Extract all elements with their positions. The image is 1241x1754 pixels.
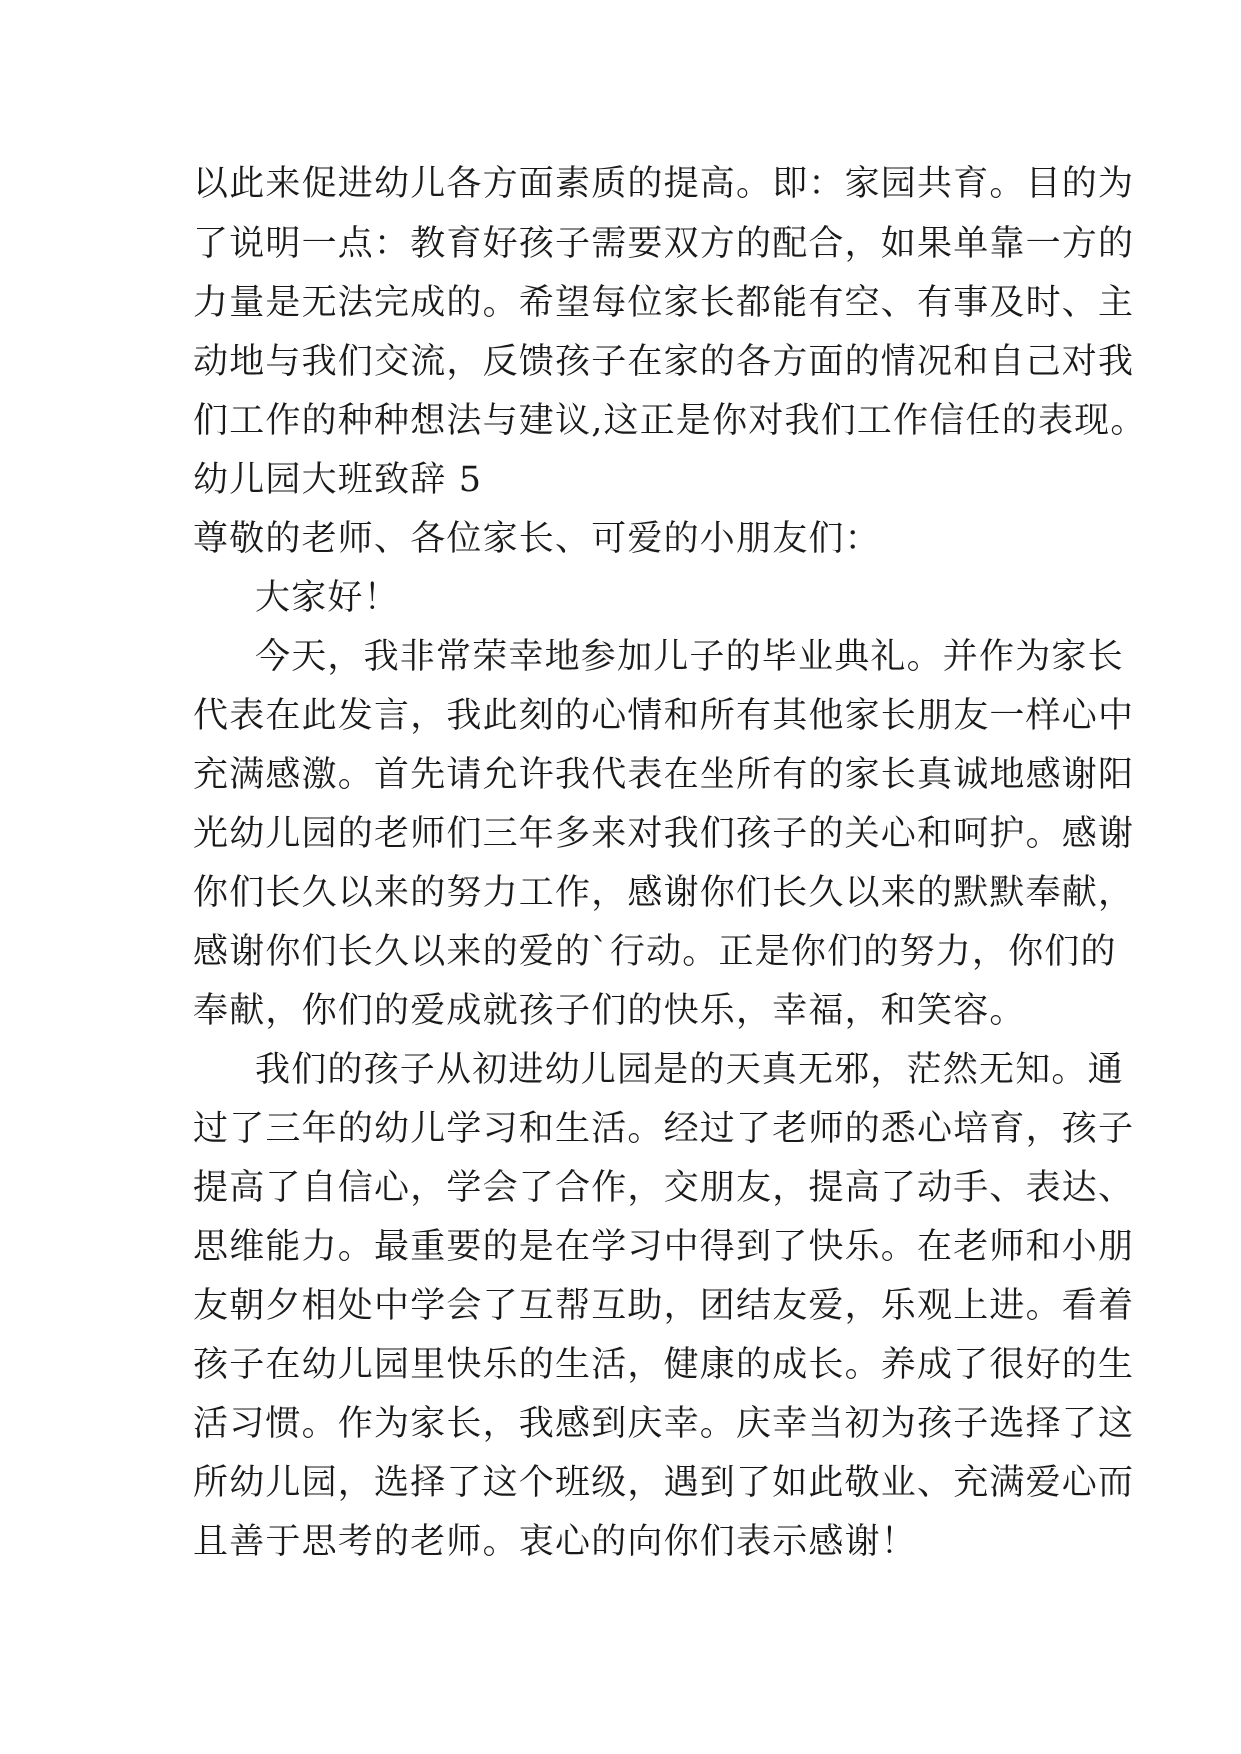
text-line: 了说明一点：教育好孩子需要双方的配合，如果单靠一方的 [193, 224, 1135, 264]
text-line: 所幼儿园，选择了这个班级，遇到了如此敬业、充满爱心而 [193, 1463, 1135, 1503]
salutation: 尊敬的老师、各位家长、可爱的小朋友们： [193, 519, 881, 559]
text-line: 孩子在幼儿园里快乐的生活，健康的成长。养成了很好的生 [193, 1345, 1135, 1385]
text-line: 代表在此发言，我此刻的心情和所有其他家长朋友一样心中 [193, 696, 1135, 736]
text-line: 感谢你们长久以来的爱的`行动。正是你们的努力，你们的 [193, 932, 1117, 972]
text-line: 过了三年的幼儿学习和生活。经过了老师的悉心培育，孩子 [193, 1109, 1135, 1149]
section-heading: 幼儿园大班致辞 5 [193, 460, 483, 500]
text-line: 动地与我们交流，反馈孩子在家的各方面的情况和自己对我 [193, 342, 1135, 382]
text-line: 思维能力。最重要的是在学习中得到了快乐。在老师和小朋 [193, 1227, 1135, 1267]
text-line: 光幼儿园的老师们三年多来对我们孩子的关心和呵护。感谢 [193, 814, 1135, 854]
text-line: 我们的孩子从初进幼儿园是的天真无邪，茫然无知。通 [255, 1050, 1124, 1090]
text-line: 你们长久以来的努力工作，感谢你们长久以来的默默奉献， [193, 873, 1135, 913]
text-line: 充满感激。首先请允许我代表在坐所有的家长真诚地感谢阳 [193, 755, 1135, 795]
text-line: 今天，我非常荣幸地参加儿子的毕业典礼。并作为家长 [255, 637, 1124, 677]
text-line: 活习惯。作为家长，我感到庆幸。庆幸当初为孩子选择了这 [193, 1404, 1135, 1444]
text-line: 提高了自信心，学会了合作，交朋友，提高了动手、表达、 [193, 1168, 1135, 1208]
text-line: 们工作的种种想法与建议,这正是你对我们工作信任的表现。 [193, 401, 1147, 441]
text-line: 且善于思考的老师。衷心的向你们表示感谢！ [193, 1522, 918, 1562]
text-line: 友朝夕相处中学会了互帮互助，团结友爱，乐观上进。看着 [193, 1286, 1135, 1326]
greeting: 大家好！ [255, 578, 400, 618]
text-line: 奉献，你们的爱成就孩子们的快乐，幸福，和笑容。 [193, 991, 1026, 1031]
text-line: 以此来促进幼儿各方面素质的提高。即：家园共育。目的为 [193, 164, 1135, 204]
text-line: 力量是无法完成的。希望每位家长都能有空、有事及时、主 [193, 283, 1135, 323]
